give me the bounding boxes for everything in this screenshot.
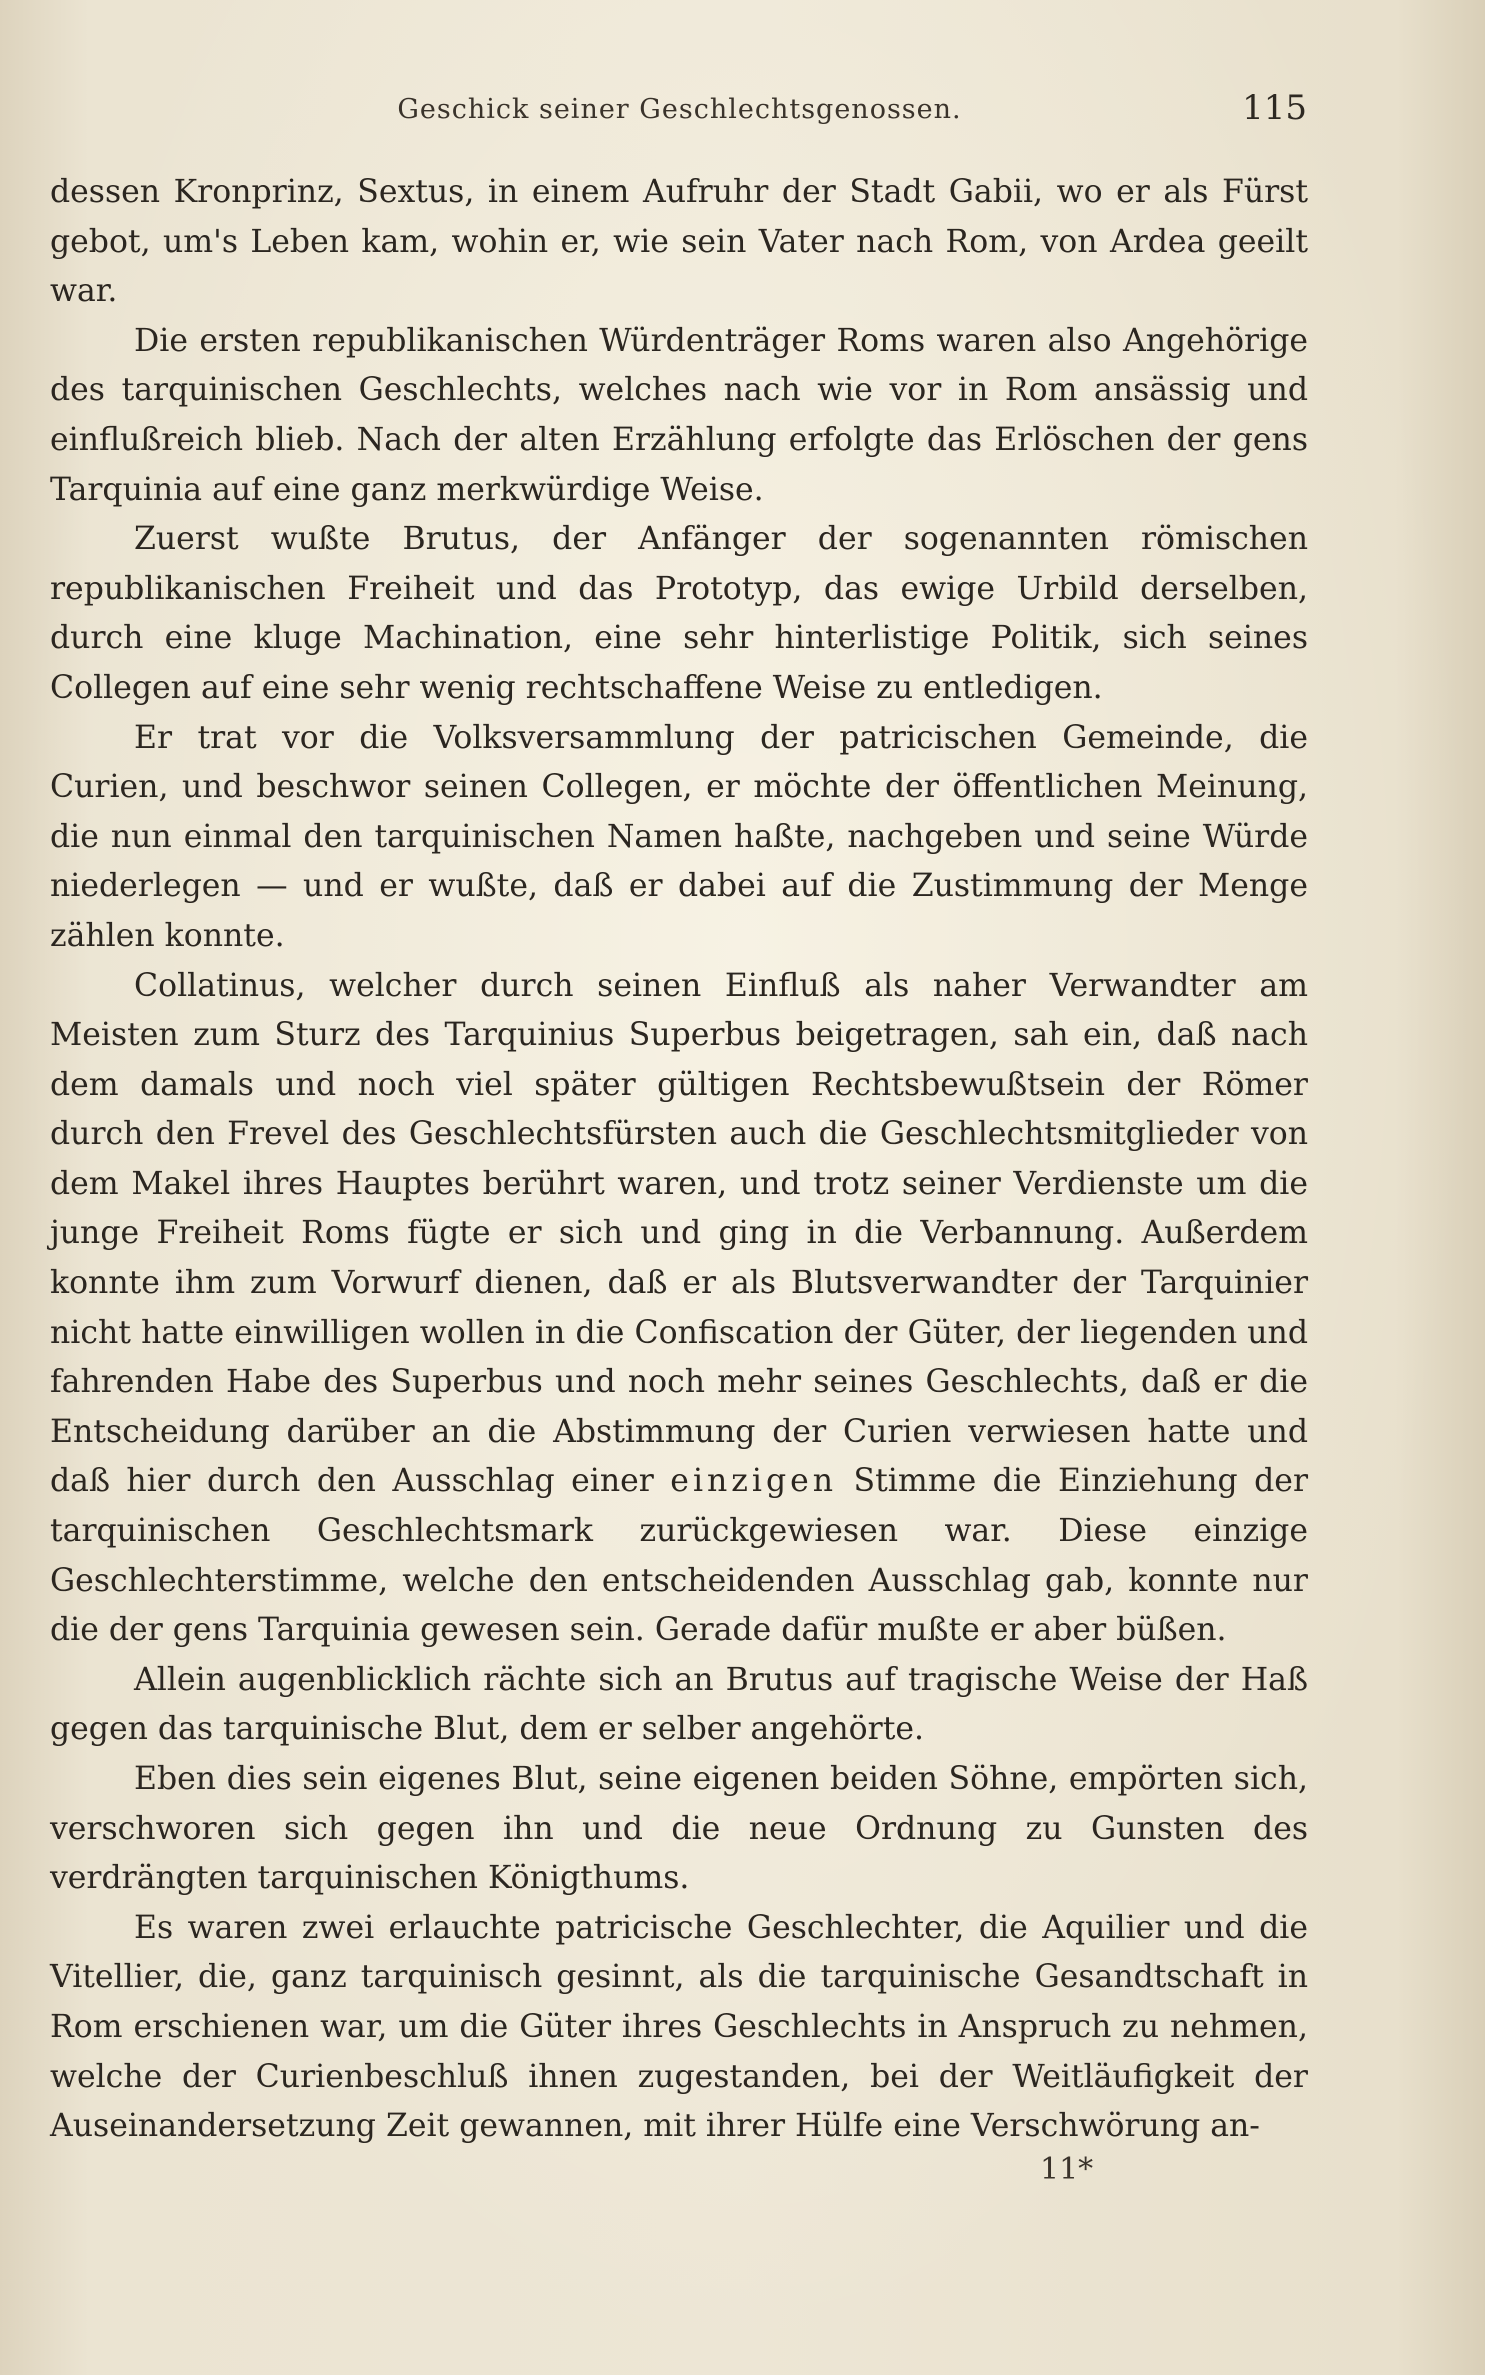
paragraph-1: dessen Kronprinz, Sextus, in einem Aufruhr der Stadt Gabii, wo er als Fürst gebot, um's Leben kam, wohin er, wie sein Vater nach Rom, von Ardea geeilt war.: [50, 174, 1308, 310]
paragraph-2: Die ersten republikanischen Würdenträger Roms waren also Angehörige des tarquinischen Geschlechts, welches nach wie vor in Rom ansässig und einflußreich blieb. Nach der alten Erzählung erfolgte das Erlöschen der gens Tarquinia auf eine ganz merkwürdige Weise.: [50, 322, 1308, 508]
running-head: Geschick seiner Geschlechtsgenossen.: [397, 94, 962, 125]
paragraph-7: Eben dies sein eigenes Blut, seine eigenen beiden Söhne, empörten sich, verschworen sich gegen ihn und die neue Ordnung zu Gunsten des verdrängten tarquinischen Königthums.: [50, 1761, 1308, 1897]
paragraph-5-part-2: Stimme die Einziehung der tarquinischen Geschlechtsmark zurückgewiesen war. Diese einzige Geschlechterstimme, welche den entscheidenden Ausschlag gab, konnte nur die der gens Tarquinia gewesen sein. Gerade dafür mußte er aber büßen.: [50, 1463, 1309, 1649]
emphasized-word: einzigen: [670, 1463, 838, 1500]
text-body: [50, 168, 1308, 2152]
page-header: [52, 88, 1307, 138]
paragraph-6: Allein augenblicklich rächte sich an Brutus auf tragische Weise der Haß gegen das tarquinische Blut, dem er selber angehörte.: [50, 1661, 1308, 1748]
paragraph-5: [50, 962, 1308, 1656]
paragraph-5-part-1: Collatinus, welcher durch seinen Einfluß als naher Verwandter am Meisten zum Sturz des Tarquinius Superbus beigetragen, sah ein, daß nach dem damals und noch viel später gültigen Rechtsbewußtsein der Römer durch den Frevel des Geschlechtsfürsten auch die Geschlechtsmitglieder von dem Makel ihres Hauptes berührt waren, und trotz seiner Verdienste um die junge Freiheit Roms fügte er sich und ging in die Verbannung. Außerdem konnte ihm zum Vorwurf dienen, daß er als Blutsverwandter der Tarquinier nicht hatte einwilligen wollen in die Confiscation der Güter, der liegenden und fahrenden Habe des Superbus und noch mehr seines Geschlechts, daß er die Entscheidung darüber an die Abstimmung der Curien verwiesen hatte und daß hier durch den Ausschlag einer: [50, 967, 1308, 1500]
paragraph-4: Er trat vor die Volksversammlung der patricischen Gemeinde, die Curien, und beschwor seinen Collegen, er möchte der öffentlichen Meinung, die nun einmal den tarquinischen Namen haßte, nachgeben und seine Würde niederlegen — und er wußte, daß er dabei auf die Zustimmung der Menge zählen konnte.: [50, 719, 1308, 954]
page-number: 115: [1242, 88, 1307, 128]
paragraph-3: Zuerst wußte Brutus, der Anfänger der sogenannten römischen republikanischen Freiheit und das Prototyp, das ewige Urbild derselben, durch eine kluge Machination, eine sehr hinterlistige Politik, sich seines Collegen auf eine sehr wenig rechtschaffene Weise zu entledigen.: [50, 521, 1308, 706]
signature-mark: 11*: [1040, 2152, 1094, 2187]
paragraph-8: Es waren zwei erlauchte patricische Geschlechter, die Aquilier und die Vitellier, die, ganz tarquinisch gesinnt, als die tarquinische Gesandtschaft in Rom erschienen war, um die Güter ihres Geschlechts in Anspruch zu nehmen, welche der Curienbeschluß ihnen zugestanden, bei der Weitläufigkeit der Auseinandersetzung Zeit gewannen, mit ihrer Hülfe eine Verschwörung an-: [50, 1909, 1308, 2145]
